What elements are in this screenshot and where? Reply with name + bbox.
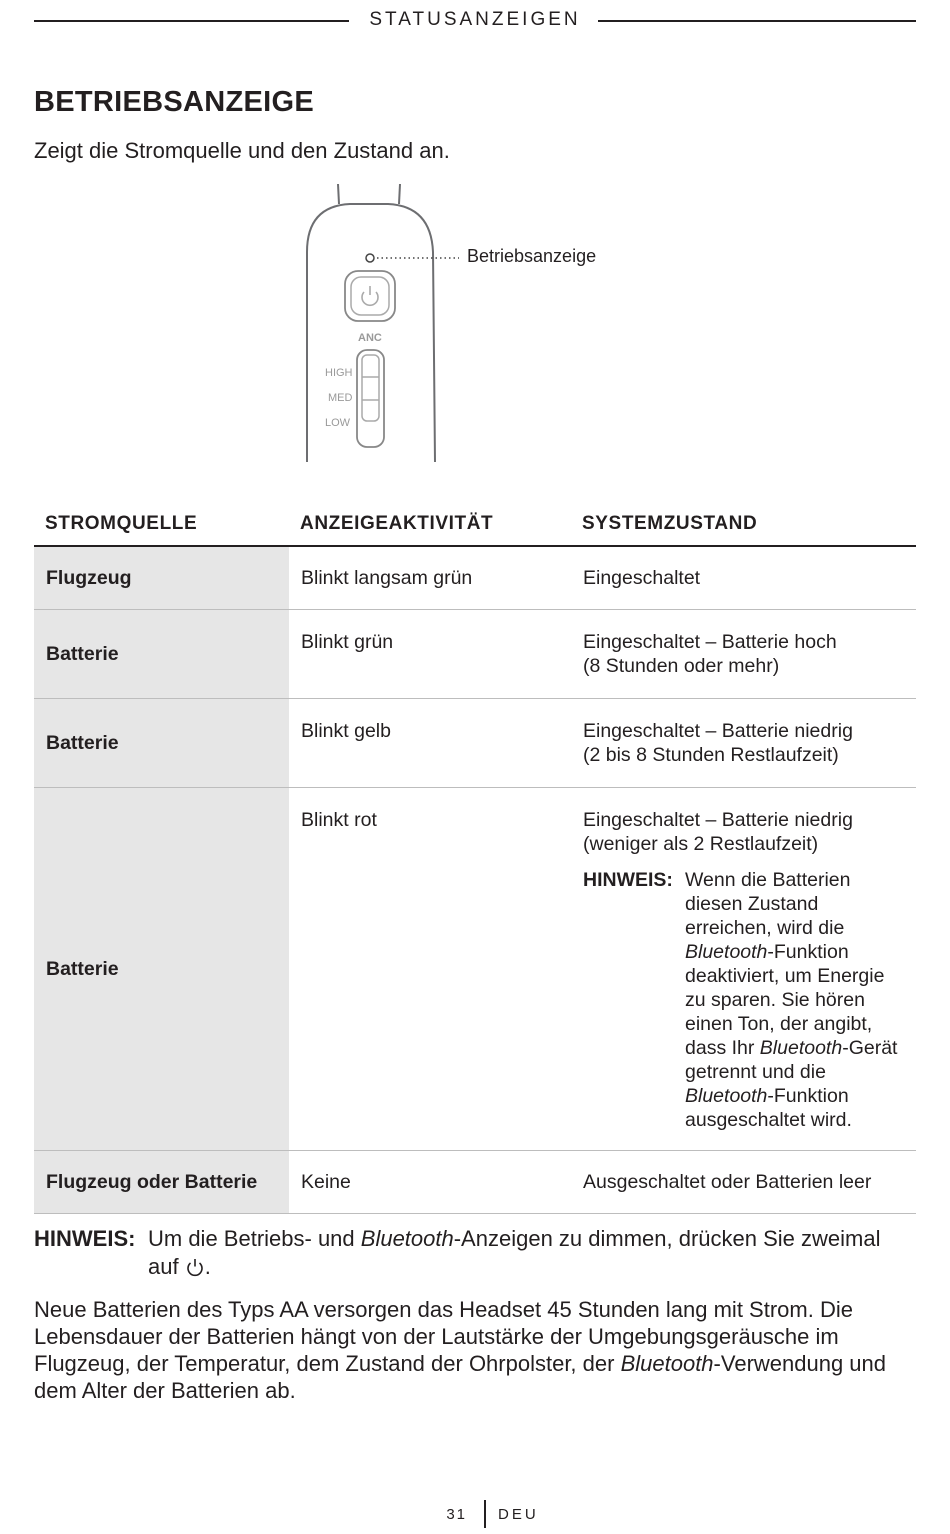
note-label: HINWEIS:	[583, 868, 673, 891]
note-text-part: -Funktion ausgeschaltet wird.	[685, 1084, 852, 1131]
column-header-activity: ANZEIGEAKTIVITÄT	[289, 505, 571, 546]
table-row	[34, 787, 916, 1150]
anc-level-med: MED	[328, 392, 353, 404]
cell-source: Batterie	[34, 609, 289, 698]
table-row	[34, 698, 916, 787]
note-text-italic: Bluetooth	[685, 1084, 768, 1107]
body-paragraph	[34, 1296, 924, 1404]
anc-label: ANC	[358, 332, 382, 344]
footnote-text-part: .	[204, 1254, 211, 1279]
footnote-text-italic: Bluetooth	[360, 1226, 454, 1251]
column-header-state: SYSTEMZUSTAND	[571, 505, 916, 546]
page-footer	[0, 1500, 950, 1530]
cell-state: Eingeschaltet	[571, 546, 916, 609]
page-language: DEU	[498, 1506, 539, 1523]
state-line-2: (8 Stunden oder mehr)	[583, 654, 780, 677]
table-row	[34, 609, 916, 698]
table-row	[34, 1150, 916, 1213]
cell-state: Ausgeschaltet oder Batterien leer	[571, 1150, 916, 1213]
note-text	[685, 868, 904, 1132]
footnote-text-part: -Anzeigen zu dimmen, drücken Sie zweimal auf	[148, 1226, 881, 1279]
state-line-2: (2 bis 8 Stunden Restlaufzeit)	[583, 743, 839, 766]
cell-activity: Keine	[289, 1150, 571, 1213]
cell-source: Flugzeug	[34, 546, 289, 609]
note-text-part: -Funktion deaktiviert, um Energie zu sparen. Sie hören einen Ton, der angibt, dass Ihr	[685, 940, 885, 1059]
power-icon	[185, 1257, 205, 1277]
anc-level-high: HIGH	[325, 367, 353, 379]
footnote	[34, 1225, 916, 1281]
page-header-title: STATUSANZEIGEN	[369, 9, 581, 30]
table-note	[583, 868, 904, 1132]
body-text-italic: Bluetooth	[620, 1351, 714, 1376]
note-text-part: Wenn die Batterien diesen Zustand erreichen, wird die	[685, 868, 851, 939]
anc-level-low: LOW	[325, 417, 351, 429]
note-text-part: -Gerät getrennt und die	[685, 1036, 898, 1083]
headset-control-illustration	[295, 182, 635, 467]
cell-source: Batterie	[34, 698, 289, 787]
state-line-1: Eingeschaltet – Batterie niedrig	[583, 808, 853, 831]
body-text-part: Neue Batterien des Typs AA versorgen das Headset 45 Stunden lang mit Strom. Die Lebensdauer der Batterien hängt von der Lautstärke der Umgebungsgeräusche im Flugzeug, der Temperatur, dem Zustand der Ohrpolster, der	[34, 1297, 853, 1376]
cell-state	[571, 787, 916, 1150]
cell-activity: Blinkt grün	[289, 609, 571, 698]
status-table	[34, 505, 916, 1214]
note-text-italic: Bluetooth	[759, 1036, 843, 1059]
cell-activity: Blinkt langsam grün	[289, 546, 571, 609]
state-line-2: (weniger als 2 Restlaufzeit)	[583, 832, 819, 855]
note-text-italic: Bluetooth	[685, 940, 768, 963]
cell-state	[571, 698, 916, 787]
cell-activity: Blinkt gelb	[289, 698, 571, 787]
power-icon	[362, 286, 378, 305]
state-line-1: Eingeschaltet – Batterie hoch	[583, 630, 837, 653]
column-header-source: STROMQUELLE	[34, 505, 289, 546]
cell-source: Flugzeug oder Batterie	[34, 1150, 289, 1213]
footnote-label: HINWEIS:	[34, 1226, 136, 1251]
section-subtitle: Zeigt die Stromquelle und den Zustand an.	[34, 138, 450, 163]
page-number: 31	[446, 1506, 467, 1523]
power-indicator-callout: Betriebsanzeige	[467, 246, 597, 266]
table-row	[34, 546, 916, 609]
power-indicator-led	[366, 254, 374, 262]
cell-activity: Blinkt rot	[289, 787, 571, 1150]
body-text-part: -Verwendung und dem Alter der Batterien ab.	[34, 1351, 887, 1403]
footnote-text-part: Um die Betriebs- und	[148, 1226, 361, 1251]
table-header-row	[34, 505, 916, 546]
cell-state	[571, 609, 916, 698]
state-line-1: Eingeschaltet – Batterie niedrig	[583, 719, 853, 742]
cell-source: Batterie	[34, 787, 289, 1150]
section-title: BETRIEBSANZEIGE	[34, 86, 315, 118]
page-footer-divider	[484, 1500, 486, 1528]
footnote-text	[148, 1225, 916, 1281]
